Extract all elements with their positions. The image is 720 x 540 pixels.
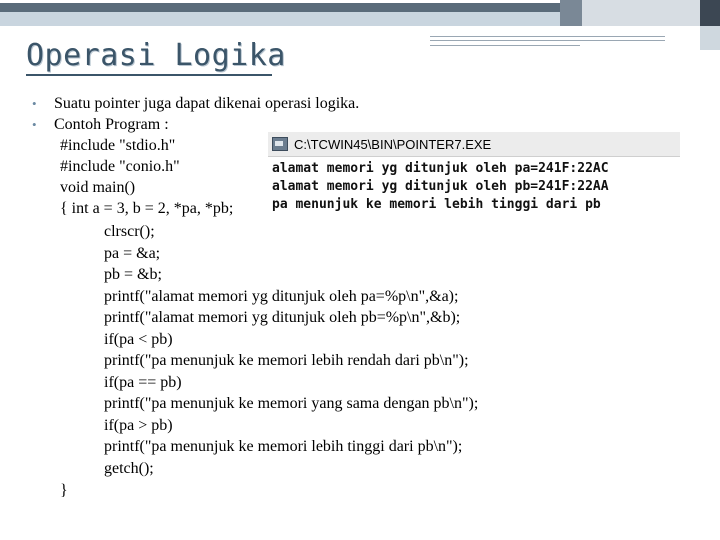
- code-line: if(pa < pb): [104, 331, 173, 348]
- top-decoration: [0, 0, 720, 26]
- code-line: printf("alamat memori yg ditunjuk oleh pb=%p\n",&b);: [104, 309, 461, 326]
- console-output-line: alamat memori yg ditunjuk oleh pa=241F:22AC: [272, 161, 609, 176]
- bullet-item: [32, 93, 359, 114]
- bullet-text: Suatu pointer juga dapat dikenai operasi logika.: [54, 95, 360, 112]
- rule-line: [430, 45, 580, 46]
- code-line: void main(): [60, 179, 136, 196]
- code-line: clrscr();: [104, 223, 155, 240]
- code-line: #include "stdio.h": [60, 137, 176, 154]
- code-line: getch();: [104, 460, 154, 477]
- right-edge-band: [700, 26, 720, 50]
- bullet-text: Contoh Program :: [54, 116, 169, 133]
- code-line: printf("pa menunjuk ke memori lebih rendah dari pb\n");: [104, 352, 469, 369]
- console-window-title: C:\TCWIN45\BIN\POINTER7.EXE: [294, 136, 492, 152]
- code-line: printf("pa menunjuk ke memori lebih tinggi dari pb\n");: [104, 438, 463, 455]
- console-output-line: pa menunjuk ke memori lebih tinggi dari pb: [272, 197, 601, 212]
- top-bar-corner: [700, 0, 720, 26]
- console-output-line: alamat memori yg ditunjuk oleh pb=241F:22AA: [272, 179, 609, 194]
- bullet-list: [32, 93, 359, 135]
- console-screenshot: [268, 132, 680, 214]
- rule-line: [430, 40, 665, 41]
- code-line: printf("pa menunjuk ke memori yang sama dengan pb\n");: [104, 395, 479, 412]
- bullet-icon: •: [32, 96, 37, 111]
- top-bar-dark: [0, 3, 560, 12]
- code-line: if(pa > pb): [104, 417, 173, 434]
- top-bar-light: [0, 12, 560, 26]
- code-line: #include "conio.h": [60, 158, 180, 175]
- slide-title: Operasi Logika: [26, 38, 286, 73]
- code-line: if(pa == pb): [104, 374, 182, 391]
- code-line: pb = &b;: [104, 266, 162, 283]
- console-output: [268, 157, 680, 214]
- rule-line: [430, 36, 665, 37]
- console-app-icon: [272, 137, 288, 151]
- code-line: printf("alamat memori yg ditunjuk oleh pa=%p\n",&a);: [104, 288, 459, 305]
- code-line: { int a = 3, b = 2, *pa, *pb;: [60, 200, 234, 217]
- bullet-icon: •: [32, 117, 37, 132]
- top-bar-right-light: [582, 0, 700, 26]
- code-line: }: [60, 482, 68, 499]
- code-line: pa = &a;: [104, 245, 161, 262]
- title-underline: [26, 74, 272, 76]
- console-titlebar: [268, 132, 680, 157]
